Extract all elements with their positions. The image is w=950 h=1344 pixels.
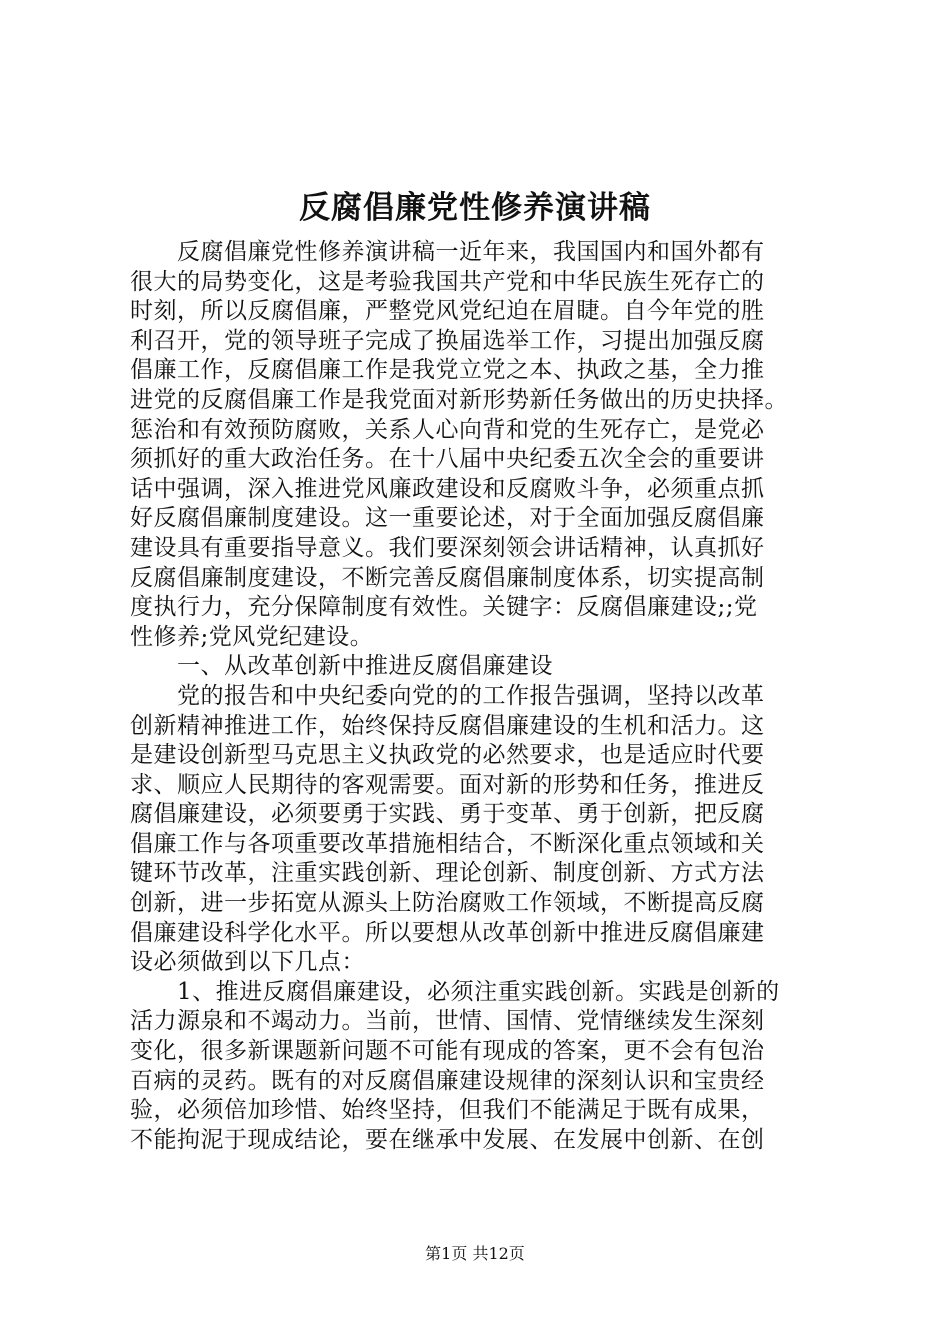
text-line: 变化，很多新课题新问题不可能有现成的答案，更不会有包治: [130, 1038, 765, 1065]
text-line: 创新精神推进工作，始终保持反腐倡廉建设的生机和活力。这: [130, 712, 765, 739]
text-line: 度执行力，充分保障制度有效性。关键字：反腐倡廉建设;;党: [130, 594, 758, 621]
text-line: 倡廉工作，反腐倡廉工作是我党立党之本、执政之基，全力推: [130, 357, 765, 384]
text-line: 话中强调，深入推进党风廉政建设和反腐败斗争，必须重点抓: [130, 475, 765, 502]
text-line: 设必须做到以下几点：: [130, 949, 365, 976]
document-title: 反腐倡廉党性修养演讲稿: [299, 190, 651, 226]
text-line: 1、推进反腐倡廉建设，必须注重实践创新。实践是创新的: [130, 978, 780, 1005]
text-line: 腐倡廉建设，必须要勇于实践、勇于变革、勇于创新，把反腐: [130, 801, 765, 828]
text-line: 验，必须倍加珍惜、始终坚持，但我们不能满足于既有成果，: [130, 1097, 765, 1124]
text-line: 一、从改革创新中推进反腐倡廉建设: [130, 653, 553, 680]
page-footer: 第1页 共12页: [425, 1244, 525, 1263]
text-line: 倡廉工作与各项重要改革措施相结合，不断深化重点领域和关: [130, 830, 765, 857]
text-line: 求、顺应人民期待的客观需要。面对新的形势和任务，推进反: [130, 771, 765, 798]
text-line: 好反腐倡廉制度建设。这一重要论述，对于全面加强反腐倡廉: [130, 505, 765, 532]
text-line: 是建设创新型马克思主义执政党的必然要求，也是适应时代要: [130, 742, 765, 769]
text-line: 反腐倡廉制度建设，不断完善反腐倡廉制度体系，切实提高制: [130, 564, 765, 591]
text-line: 创新，进一步拓宽从源头上防治腐败工作领域，不断提高反腐: [130, 890, 765, 917]
document-body: [130, 238, 838, 1155]
text-line: 键环节改革，注重实践创新、理论创新、制度创新、方式方法: [130, 860, 765, 887]
text-line: 进党的反腐倡廉工作是我党面对新形势新任务做出的历史抉择。: [130, 386, 788, 413]
text-line: 反腐倡廉党性修养演讲稿一近年来，我国国内和国外都有: [130, 239, 765, 265]
text-line: 须抓好的重大政治任务。在十八届中央纪委五次全会的重要讲: [130, 446, 765, 473]
text-line: 倡廉建设科学化水平。所以要想从改革创新中推进反腐倡廉建: [130, 919, 765, 946]
text-line: 党的报告和中央纪委向党的的工作报告强调，坚持以改革: [130, 682, 765, 709]
text-line: 建设具有重要指导意义。我们要深刻领会讲话精神，认真抓好: [130, 534, 765, 561]
text-line: 惩治和有效预防腐败，关系人心向背和党的生死存亡，是党必: [130, 416, 765, 443]
text-line: 很大的局势变化，这是考验我国共产党和中华民族生死存亡的: [130, 268, 765, 295]
text-line: 不能拘泥于现成结论，要在继承中发展、在发展中创新、在创: [130, 1126, 765, 1153]
text-line: 性修养;党风党纪建设。: [130, 623, 374, 650]
text-line: 利召开，党的领导班子完成了换届选举工作，习提出加强反腐: [130, 327, 765, 354]
text-line: 时刻，所以反腐倡廉，严整党风党纪迫在眉睫。自今年党的胜: [130, 298, 765, 325]
text-line: 百病的灵药。既有的对反腐倡廉建设规律的深刻认识和宝贵经: [130, 1067, 765, 1094]
text-line: 活力源泉和不竭动力。当前，世情、国情、党情继续发生深刻: [130, 1008, 765, 1035]
